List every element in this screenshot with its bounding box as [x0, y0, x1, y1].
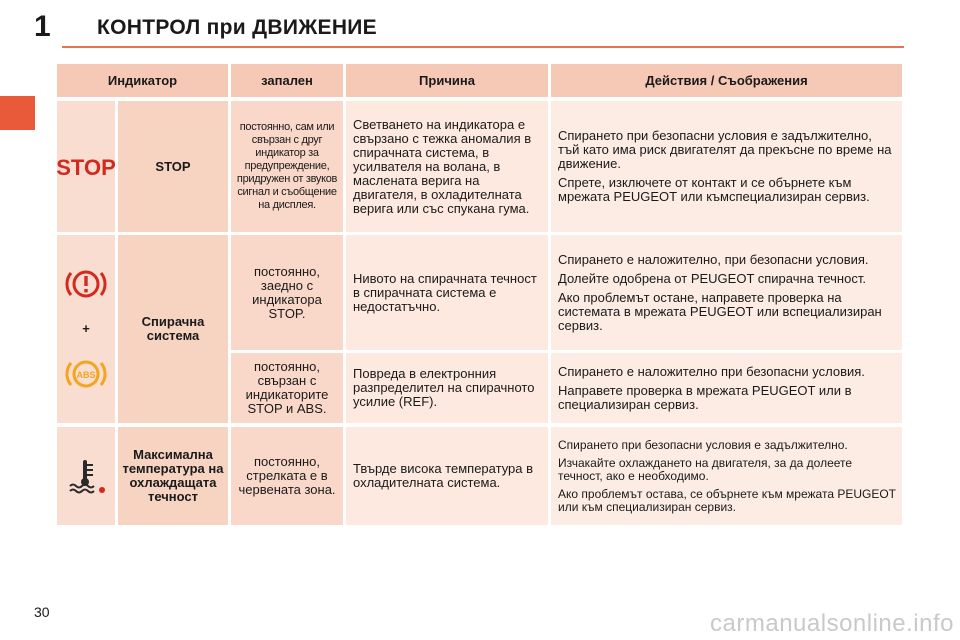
indicator-name-coolant-temperature: Максимална температура на охлаждащата течност [118, 427, 228, 525]
actions-text [551, 427, 902, 525]
actions-text [551, 353, 902, 423]
cause-text: Твърде висока температура в охладителната система. [346, 427, 548, 525]
svg-text:ABS: ABS [76, 370, 96, 380]
actions-text [551, 101, 902, 232]
action-line: Спирането е наложително при безопасни условия. [558, 363, 865, 379]
lit-condition: постоянно, стрелката е в червената зона. [231, 427, 343, 525]
title-divider [62, 46, 904, 48]
column-header-actions: Действия / Съображения [551, 64, 902, 97]
cause-text: Нивото на спирачната течност в спирачната система е недостатъчно. [346, 235, 548, 350]
action-line: Долейте одобрена от PEUGEOT спирачна течност. [558, 270, 866, 286]
table-row-coolant-icon-cell [57, 427, 115, 525]
brake-warning-icon [64, 264, 108, 304]
column-header-lit: запален [231, 64, 343, 97]
watermark: carmanualsonline.info [710, 610, 954, 637]
stop-icon [56, 154, 116, 180]
action-line: Спрете, изключете от контакт и се обърнете към мрежата PEUGEOT или къмспециализиран сервиз. [558, 175, 870, 204]
coolant-temperature-icon [64, 456, 108, 496]
action-line: Ако проблемът остава, се обърнете към мрежата PEUGEOT или към специализиран сервиз. [558, 486, 896, 514]
action-line: Спирането при безопасни условия е задължително, тъй като има риск двигателят да прекъсне по време на движение. [558, 128, 892, 171]
chapter-tab-marker [0, 96, 35, 130]
action-line: Изчакайте охлаждането на двигателя, за да долеете течност, ако е необходимо. [558, 455, 853, 483]
plus-sign: + [82, 321, 90, 336]
lit-condition: постоянно, заедно с индикатора STOP. [231, 235, 343, 350]
page-number: 30 [34, 604, 50, 620]
cause-text: Повреда в електронния разпределител на спирачното усилие (REF). [346, 353, 548, 423]
table-row-brake-icon-cell [57, 235, 115, 423]
column-header-indicator: Индикатор [57, 64, 228, 97]
action-line: Спирането е наложително, при безопасни условия. [558, 251, 869, 267]
indicator-name-brake-system: Спирачна система [118, 235, 228, 423]
indicator-name-stop: STOP [118, 101, 228, 232]
action-line: Спирането при безопасни условия е задължително. [558, 437, 848, 452]
page-title: КОНТРОЛ при ДВИЖЕНИЕ [97, 16, 377, 39]
lit-condition: постоянно, свързан с индикаторите STOP и ABS. [231, 353, 343, 423]
action-line: Ако проблемът остане, направете проверка на системата в мрежата PEUGEOT или вспециализиран сервиз. [558, 289, 882, 333]
svg-text:STOP: STOP [56, 154, 116, 180]
abs-icon [64, 354, 108, 394]
action-line: Направете проверка в мрежата PEUGEOT или в специализиран сервиз. [558, 382, 852, 412]
cause-text: Светването на индикатора е свързано с тежка аномалия в спирачната система, в усилвателя на волана, в маслената верига на двигателя, в охладителната верига или със спукана гума. [346, 101, 548, 232]
column-header-cause: Причина [346, 64, 548, 97]
lit-condition: постоянно, сам или свързан с друг индикатор за предупреждение, придружен от звуков сигнал и съобщение на дисплея. [231, 101, 343, 232]
chapter-number: 1 [34, 10, 51, 43]
actions-text [551, 235, 902, 350]
table-row-stop-icon-cell [57, 101, 115, 232]
